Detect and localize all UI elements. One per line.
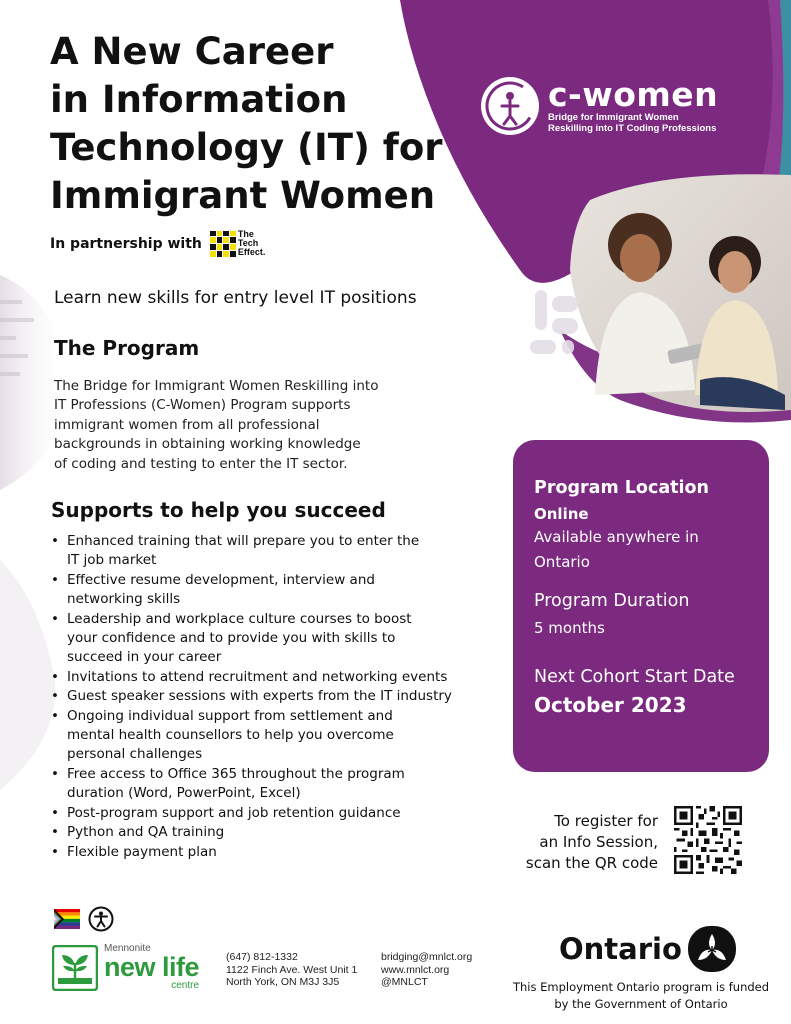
program-line: IT Professions (C-Women) Program supports — [54, 397, 351, 414]
org-name-centre: centre — [171, 980, 200, 991]
location-mode: Online — [534, 505, 589, 523]
program-line: backgrounds in obtaining working knowledge — [54, 436, 361, 453]
contact-online — [381, 951, 472, 989]
supports-list — [50, 532, 490, 862]
cohort-heading: Next Cohort Start Date — [534, 667, 735, 687]
headline-line: in Information — [50, 78, 348, 121]
funding-line: by the Government of Ontario — [554, 997, 728, 1011]
tech-effect-grid-icon — [210, 231, 236, 257]
support-item — [50, 823, 490, 842]
support-item — [50, 765, 490, 804]
support-line: • Enhanced training that will prepare you to enter the — [67, 533, 420, 549]
support-line: mental health counsellors to help you overcome — [67, 727, 394, 744]
address-line: 1122 Finch Ave. West Unit 1 — [226, 963, 358, 976]
email-link[interactable]: bridging@mnlct.org — [381, 951, 473, 963]
program-line: of coding and testing to enter the IT sector. — [54, 455, 348, 472]
progress-pride-flag-icon — [54, 909, 80, 929]
partnership-label: In partnership with — [50, 235, 202, 252]
register-line: To register for — [554, 812, 658, 830]
partner-line: Effect. — [237, 247, 266, 257]
support-line: • Python and QA training — [67, 824, 225, 841]
partner-line: The — [237, 229, 254, 239]
org-name-small: Mennonite — [104, 943, 151, 954]
program-line: immigrant women from all professional — [54, 416, 320, 433]
mennonite-new-life-centre-logo — [52, 944, 199, 991]
funding-statement — [506, 979, 776, 1013]
program-title: The Program — [54, 336, 200, 360]
headline-line: A New Career — [50, 30, 334, 73]
support-item — [50, 687, 490, 706]
program-line: The Bridge for Immigrant Women Reskilling into — [54, 378, 379, 394]
register-line: an Info Session, — [539, 833, 658, 851]
sprout-icon — [52, 945, 98, 991]
duration-heading: Program Duration — [534, 591, 690, 611]
c-women-tagline — [548, 112, 718, 134]
students-photo — [570, 174, 791, 412]
c-women-name: c-women — [548, 75, 719, 114]
headline — [50, 28, 443, 220]
support-item — [50, 707, 490, 765]
support-line: • Post-program support and job retention guidance — [67, 804, 401, 821]
social-handle[interactable]: @MNLCT — [381, 976, 428, 988]
support-item — [50, 843, 490, 862]
support-line: succeed in your career — [67, 649, 222, 666]
support-line: IT job market — [67, 552, 157, 569]
funding-line: This Employment Ontario program is funded — [512, 980, 770, 994]
support-item — [50, 532, 490, 571]
support-line: • Invitations to attend recruitment and networking events — [67, 668, 448, 685]
location-line: Ontario — [534, 553, 590, 571]
trillium-icon — [688, 926, 736, 972]
tagline: Learn new skills for entry level IT positions — [54, 288, 417, 308]
support-line: networking skills — [67, 591, 181, 608]
support-line: • Flexible payment plan — [67, 843, 217, 860]
tech-effect-logo — [210, 230, 266, 257]
location-heading: Program Location — [534, 478, 709, 498]
qr-code-icon[interactable] — [674, 806, 742, 874]
support-line: your confidence and to provide you with skills to — [67, 630, 396, 647]
support-item — [50, 610, 490, 668]
accessibility-icon — [88, 906, 114, 932]
support-line: • Free access to Office 365 throughout the program — [67, 765, 405, 782]
ontario-wordmark: Ontario — [559, 932, 682, 966]
headline-line: Technology (IT) for — [50, 126, 443, 169]
support-line: duration (Word, PowerPoint, Excel) — [67, 785, 301, 802]
cohort-value: October 2023 — [534, 693, 687, 717]
support-item — [50, 571, 490, 610]
c-women-figure-icon — [480, 76, 540, 136]
register-line: scan the QR code — [525, 854, 658, 872]
register-instructions — [500, 811, 658, 874]
support-line: • Ongoing individual support from settlement and — [67, 707, 393, 724]
c-women-tagline-line: Bridge for Immigrant Women — [548, 112, 679, 123]
duration-value: 5 months — [534, 619, 605, 637]
support-item — [50, 668, 490, 687]
program-info-box — [513, 440, 769, 772]
contact-address — [226, 951, 357, 989]
location-line: Available anywhere in — [534, 528, 699, 546]
phone-number[interactable]: (647) 812-1332 — [226, 951, 298, 963]
website-link[interactable]: www.mnlct.org — [381, 963, 450, 976]
partnership-row — [50, 230, 265, 257]
c-women-tagline-line: Reskilling into IT Coding Professions — [548, 123, 717, 134]
support-item — [50, 804, 490, 823]
c-women-logo — [480, 76, 718, 136]
program-description — [54, 377, 434, 474]
org-name-big: new life — [104, 952, 200, 982]
support-line: • Guest speaker sessions with experts from the IT industry — [67, 688, 452, 705]
partner-line: Tech — [237, 238, 259, 248]
supports-title: Supports to help you succeed — [51, 498, 386, 522]
headline-line: Immigrant Women — [50, 174, 436, 217]
support-line: personal challenges — [67, 746, 203, 763]
support-line: • Leadership and workplace culture courses to boost — [67, 610, 412, 627]
ontario-logo — [559, 926, 736, 972]
tech-effect-wordmark — [238, 230, 266, 257]
support-line: • Effective resume development, interview and — [67, 571, 375, 588]
address-line: North York, ON M3J 3J5 — [226, 976, 340, 988]
